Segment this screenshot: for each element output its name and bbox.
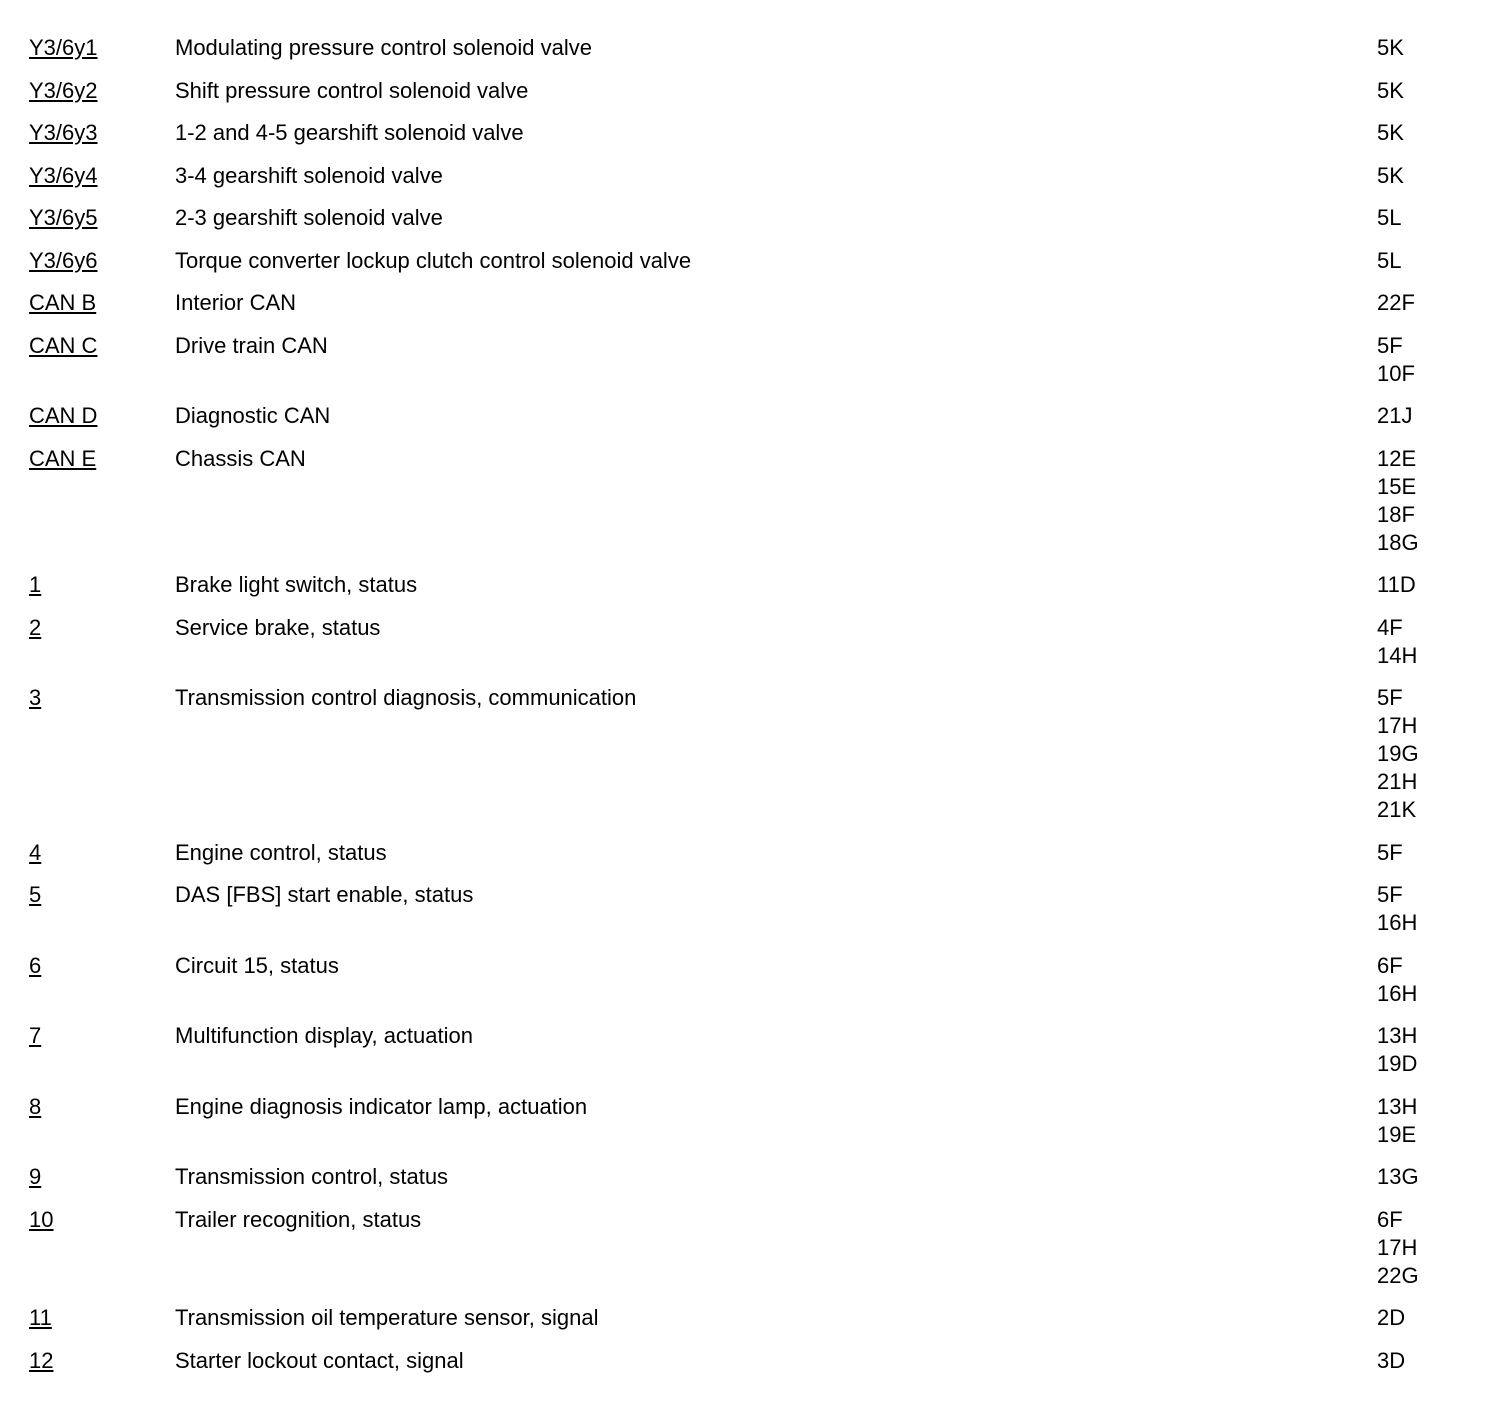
- legend-description: Transmission oil temperature sensor, signal: [175, 1305, 599, 1330]
- grid-reference-list: [1377, 614, 1417, 670]
- legend-code-link[interactable]: Y3/6y4: [29, 162, 98, 188]
- grid-reference: 5F: [1377, 332, 1403, 358]
- legend-description: Brake light switch, status: [175, 572, 418, 597]
- grid-reference-list: [1377, 445, 1419, 557]
- legend-description: 2-3 gearshift solenoid valve: [175, 205, 443, 230]
- legend-code-link[interactable]: Y3/6y2: [29, 77, 98, 103]
- legend-row: [0, 445, 1504, 572]
- grid-reference-list: [1377, 839, 1403, 867]
- grid-reference-list: [1377, 289, 1415, 317]
- legend-row: [0, 162, 1504, 205]
- grid-reference-list: [1377, 1206, 1419, 1290]
- grid-reference: 15E: [1377, 473, 1417, 499]
- grid-reference: 21J: [1377, 403, 1413, 428]
- legend-row: [0, 247, 1504, 290]
- legend-description: Torque converter lockup clutch control solenoid valve: [175, 247, 692, 273]
- legend-row: [0, 77, 1504, 120]
- legend-description: Service brake, status: [175, 614, 381, 640]
- grid-reference: 6F: [1377, 952, 1403, 978]
- grid-reference: 17H: [1377, 713, 1418, 738]
- grid-reference-list: [1377, 34, 1404, 62]
- grid-reference: 13H: [1377, 1093, 1418, 1119]
- legend-row: [0, 1347, 1504, 1390]
- grid-reference: 11D: [1377, 572, 1416, 597]
- legend-description: Drive train CAN: [175, 332, 328, 358]
- legend-description: Interior CAN: [175, 290, 297, 315]
- grid-reference-list: [1377, 332, 1415, 388]
- legend-description: Trailer recognition, status: [175, 1206, 422, 1232]
- component-legend-list: [0, 34, 1504, 1389]
- grid-reference: 4F: [1377, 614, 1403, 640]
- legend-row: [0, 1093, 1504, 1164]
- legend-code-link[interactable]: 3: [29, 685, 42, 710]
- legend-code-link[interactable]: 1: [29, 572, 42, 597]
- grid-reference: 19E: [1377, 1121, 1417, 1147]
- grid-reference-list: [1377, 402, 1412, 430]
- legend-code-link[interactable]: 7: [29, 1023, 42, 1048]
- legend-description: Transmission control, status: [175, 1164, 449, 1189]
- legend-row: [0, 1163, 1504, 1206]
- legend-row: [0, 881, 1504, 952]
- grid-reference: 16H: [1377, 980, 1418, 1006]
- grid-reference: 5K: [1377, 120, 1404, 145]
- legend-row: [0, 952, 1504, 1023]
- grid-reference: 12E: [1377, 445, 1417, 471]
- grid-reference: 5F: [1377, 685, 1403, 710]
- legend-code-link[interactable]: 12: [29, 1347, 54, 1373]
- grid-reference: 5F: [1377, 839, 1403, 865]
- legend-description: Engine diagnosis indicator lamp, actuation: [175, 1093, 588, 1119]
- legend-code-link[interactable]: Y3/6y5: [29, 205, 98, 230]
- grid-reference-list: [1377, 571, 1416, 599]
- legend-code-link[interactable]: 11: [29, 1305, 52, 1330]
- legend-code-link[interactable]: 10: [29, 1206, 54, 1232]
- grid-reference: 18G: [1377, 529, 1419, 555]
- grid-reference: 5F: [1377, 882, 1403, 907]
- legend-row: [0, 614, 1504, 685]
- grid-reference-list: [1377, 162, 1404, 190]
- grid-reference-list: [1377, 684, 1419, 824]
- grid-reference-list: [1377, 881, 1417, 937]
- legend-description: Chassis CAN: [175, 445, 306, 471]
- grid-reference: 6F: [1377, 1206, 1403, 1232]
- legend-code-link[interactable]: Y3/6y3: [29, 120, 98, 145]
- legend-row: [0, 204, 1504, 247]
- legend-code-link[interactable]: 2: [29, 614, 42, 640]
- legend-description: 3-4 gearshift solenoid valve: [175, 162, 443, 188]
- grid-reference: 22F: [1377, 290, 1415, 315]
- legend-description: DAS [FBS] start enable, status: [175, 882, 474, 907]
- legend-code-link[interactable]: 9: [29, 1164, 42, 1189]
- grid-reference: 21K: [1377, 797, 1417, 822]
- legend-description: Multifunction display, actuation: [175, 1023, 473, 1048]
- legend-code-link[interactable]: CAN D: [29, 403, 98, 428]
- legend-row: [0, 839, 1504, 882]
- grid-reference-list: [1377, 247, 1401, 275]
- grid-reference: 5L: [1377, 205, 1402, 230]
- grid-reference: 13H: [1377, 1023, 1418, 1048]
- grid-reference: 13G: [1377, 1164, 1419, 1189]
- legend-description: Transmission control diagnosis, communication: [175, 685, 637, 710]
- grid-reference: 5K: [1377, 162, 1404, 188]
- legend-code-link[interactable]: Y3/6y6: [29, 247, 98, 273]
- grid-reference: 14H: [1377, 642, 1418, 668]
- legend-row: [0, 332, 1504, 403]
- legend-code-link[interactable]: 6: [29, 952, 42, 978]
- legend-code-link[interactable]: 8: [29, 1093, 42, 1119]
- grid-reference-list: [1377, 204, 1401, 232]
- grid-reference-list: [1377, 1093, 1417, 1149]
- grid-reference: 18F: [1377, 501, 1415, 527]
- grid-reference: 16H: [1377, 910, 1418, 935]
- legend-row: [0, 34, 1504, 77]
- grid-reference-list: [1377, 952, 1417, 1008]
- legend-code-link[interactable]: CAN E: [29, 445, 97, 471]
- legend-row: [0, 1206, 1504, 1305]
- grid-reference: 22G: [1377, 1262, 1419, 1288]
- grid-reference: 10F: [1377, 360, 1415, 386]
- legend-description: Circuit 15, status: [175, 952, 339, 978]
- legend-description: Modulating pressure control solenoid valve: [175, 35, 593, 60]
- grid-reference: 5K: [1377, 77, 1404, 103]
- legend-code-link[interactable]: 4: [29, 839, 42, 865]
- legend-row: [0, 684, 1504, 839]
- grid-reference: 19D: [1377, 1051, 1418, 1076]
- grid-reference-list: [1377, 119, 1404, 147]
- legend-row: [0, 571, 1504, 614]
- legend-code-link[interactable]: CAN B: [29, 290, 97, 315]
- grid-reference: 2D: [1377, 1305, 1406, 1330]
- legend-row: [0, 1304, 1504, 1347]
- legend-description: Starter lockout contact, signal: [175, 1347, 464, 1373]
- legend-description: 1-2 and 4-5 gearshift solenoid valve: [175, 120, 524, 145]
- legend-code-link[interactable]: 5: [29, 882, 42, 907]
- grid-reference: 17H: [1377, 1234, 1418, 1260]
- legend-row: [0, 402, 1504, 445]
- grid-reference-list: [1377, 1022, 1417, 1078]
- legend-row: [0, 289, 1504, 332]
- grid-reference-list: [1377, 1163, 1419, 1191]
- grid-reference: 21H: [1377, 769, 1418, 794]
- grid-reference: 5L: [1377, 247, 1402, 273]
- grid-reference-list: [1377, 1347, 1405, 1375]
- legend-row: [0, 119, 1504, 162]
- legend-code-link[interactable]: CAN C: [29, 332, 98, 358]
- legend-code-link[interactable]: Y3/6y1: [29, 35, 98, 60]
- legend-description: Engine control, status: [175, 839, 387, 865]
- grid-reference: 5K: [1377, 35, 1404, 60]
- legend-description: Shift pressure control solenoid valve: [175, 77, 529, 103]
- legend-row: [0, 1022, 1504, 1093]
- grid-reference-list: [1377, 77, 1404, 105]
- legend-description: Diagnostic CAN: [175, 403, 331, 428]
- grid-reference-list: [1377, 1304, 1405, 1332]
- grid-reference: 19G: [1377, 741, 1419, 766]
- grid-reference: 3D: [1377, 1347, 1406, 1373]
